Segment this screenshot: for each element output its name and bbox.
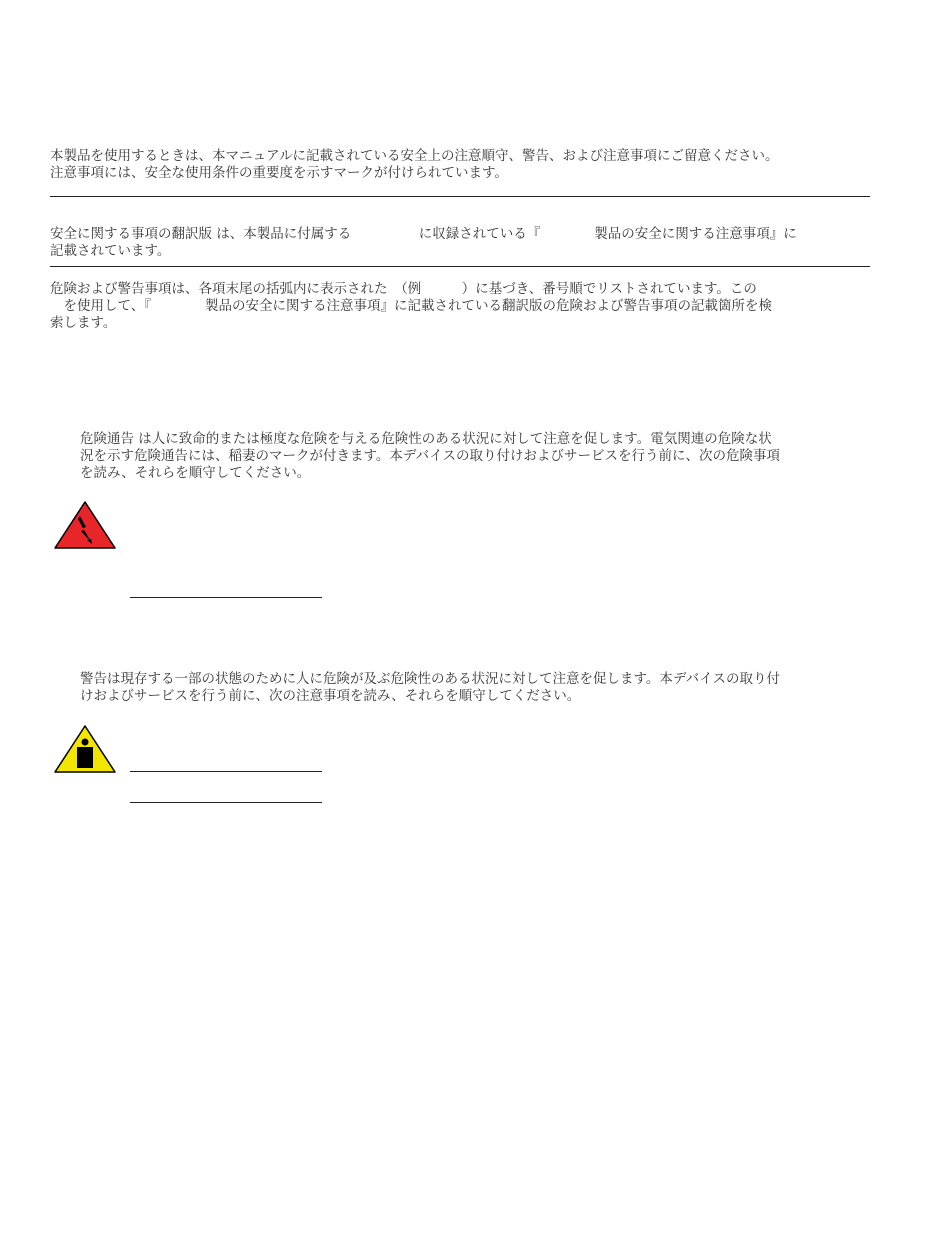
caution-line-1: 警告は現存する一部の状態のために人に危険が及ぶ危険性のある状況に対して注意を促します。本デバイスの取り付 [80, 671, 780, 687]
caution-paragraph [80, 671, 780, 705]
intro-line-2: 注意事項には、安全な使用条件の重要度を示すマークが付けられています。 [50, 165, 508, 181]
translation-note-line-1: 安全に関する事項の翻訳版 は、本製品に付属する に収録されている『 製品の安全に関する注意事項』に [50, 226, 797, 242]
caution-line-2: けおよびサービスを行う前に、次の注意事項を読み、それらを順守してください。 [80, 688, 581, 704]
danger-line-1: 危険通告 は人に致命的または極度な危険を与える危険性のある状況に対して注意を促します。電気関連の危険な状 [80, 431, 772, 447]
section-divider [50, 196, 870, 197]
danger-line-3: を読み、それらを順守してください。 [80, 465, 311, 481]
danger-paragraph [80, 431, 780, 482]
translation-note-line-2: 記載されています。 [50, 243, 171, 259]
numbering-note-line-1: 危険および警告事項は、各項末尾の括弧内に表示された （例 ）に基づき、番号順でリストされています。この [50, 281, 757, 297]
reference-line [130, 802, 322, 803]
numbering-note [50, 281, 772, 332]
intro-paragraph [50, 148, 778, 182]
intro-line-1: 本製品を使用するときは、本マニュアルに記載されている安全上の注意順守、警告、および注意事項にご留意ください。 [50, 148, 779, 164]
section-divider [50, 266, 870, 267]
electrical-hazard-icon [53, 500, 117, 550]
translation-note [50, 226, 797, 260]
danger-line-2: 況を示す危険通告には、稲妻のマークが付きます。本デバイスの取り付けおよびサービスを行う前に、次の危険事項 [80, 448, 780, 464]
numbering-note-line-3: 索します。 [50, 315, 117, 331]
numbering-note-line-2: を使用して、『 製品の安全に関する注意事項』に記載されている翻訳版の危険および警告事項の記載箇所を検 [50, 298, 772, 314]
reference-line [130, 771, 322, 772]
heavy-weight-icon [53, 724, 117, 774]
reference-line [130, 597, 322, 598]
